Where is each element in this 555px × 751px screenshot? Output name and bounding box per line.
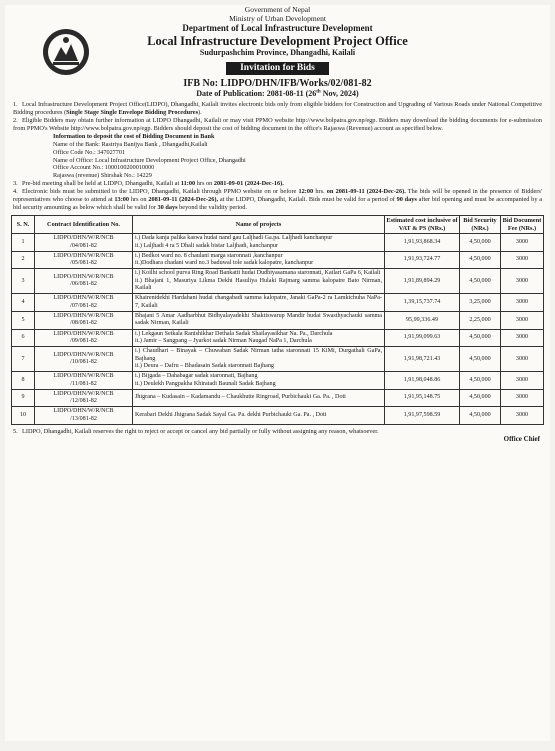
cell-projects: Khairenidekhi Hardahani hudai changabadi samma kalopatre, Janaki GaPa-2 ra Lamkichuha NaPa-7, Kailali <box>133 294 385 312</box>
cell-sn: 1 <box>12 234 35 252</box>
gov-line: Government of Nepal <box>244 5 311 14</box>
cell-cost: 1,91,95,148.75 <box>385 389 460 407</box>
cell-cost: 1,91,89,894.29 <box>385 269 460 294</box>
para-2: 2. Eligible Bidders may obtain further information at LIDPO Dhangadhi, Kailali or may visit PPMO website http://www.bolpatra.gov.np/egp. Bidders may download the bidding documents for e-submission from PPMO's Website http://www.bolpatra.gov.np/egp. Bidders should deposit the cost of bidding document in the office's Rajaswa (Revenue) account as specified below. <box>13 117 542 133</box>
col-fee: Bid Document Fee (NRs.) <box>501 216 544 234</box>
cell-projects: i.) Bijgada – Dahabagar sadak staronnati, Bajhang ii.) Deulekh Pangpakha Khiratadi Baunali Sadak Bajhang <box>133 372 385 390</box>
cell-security: 4,50,000 <box>460 389 501 407</box>
cell-contract-id: LIDPO/DHN/W/R/NCB /08/081-82 <box>35 312 133 330</box>
cell-security: 4,50,000 <box>460 251 501 269</box>
cell-contract-id: LIDPO/DHN/W/R/NCB /11/081-82 <box>35 372 133 390</box>
cell-fee: 3000 <box>501 251 544 269</box>
cell-security: 4,50,000 <box>460 347 501 372</box>
cell-contract-id: LIDPO/DHN/W/R/NCB /04/081-82 <box>35 234 133 252</box>
cell-fee: 3000 <box>501 372 544 390</box>
cell-sn: 7 <box>12 347 35 372</box>
table-row <box>12 312 544 330</box>
office-name: Local Infrastructure Development Project Office <box>147 33 408 48</box>
para-3: 3. Pre-bid meeting shall be held at LIDPO, Dhangadhi, Kailali at 11:00 hrs on 2081-09-01 (2024-Dec-16). <box>13 179 284 187</box>
table-row <box>12 329 544 347</box>
cell-fee: 3000 <box>501 389 544 407</box>
cell-sn: 10 <box>12 407 35 425</box>
cell-cost: 1,91,98,721.43 <box>385 347 460 372</box>
nepal-emblem-icon <box>41 27 91 77</box>
cell-sn: 3 <box>12 269 35 294</box>
cell-contract-id: LIDPO/DHN/W/R/NCB /09/081-82 <box>35 329 133 347</box>
cell-cost: 1,91,99,099.63 <box>385 329 460 347</box>
cell-projects: Jhigrana – Kudasain – Kadamandu – Chaukhutte Ringroad, Purbichauki Ga. Pa. , Doti <box>133 389 385 407</box>
cell-fee: 3000 <box>501 407 544 425</box>
cell-security: 2,25,000 <box>460 312 501 330</box>
table-row <box>12 372 544 390</box>
cell-sn: 4 <box>12 294 35 312</box>
col-security: Bid Security (NRs.) <box>460 216 501 234</box>
cell-contract-id: LIDPO/DHN/W/R/NCB /05/081-82 <box>35 251 133 269</box>
cell-fee: 3000 <box>501 347 544 372</box>
ifb-number: IFB No: LIDPO/DHN/IFB/Works/02/081-82 <box>183 77 372 89</box>
cell-security: 4,50,000 <box>460 269 501 294</box>
col-sn: S. N. <box>12 216 35 234</box>
cell-sn: 6 <box>12 329 35 347</box>
cell-cost: 1,91,98,048.86 <box>385 372 460 390</box>
cell-contract-id: LIDPO/DHN/W/R/NCB /13/081-82 <box>35 407 133 425</box>
cell-security: 4,50,000 <box>460 234 501 252</box>
cell-fee: 3000 <box>501 329 544 347</box>
ministry-line: Ministry of Urban Development <box>229 13 326 23</box>
cell-projects: i.) Chaudhari – Binayak – Chuwaban Sadak Nirman tatha staronnati 15 KiMi, Durgathali GaPa, Bajhang ii.) Deura – Dafru – Bhadasain Sadak staronnati Bajhang <box>133 347 385 372</box>
col-cost: Estimated cost inclusive of VAT & PS (NRs.) <box>385 216 460 234</box>
notice-page <box>5 5 550 741</box>
cell-projects: i.) Lekgaun Setkala Ranishikhar Dethala Sadak Shailayasikhar Na. Pa., Darchula ii.) Jamir – Sangpang – Jyarkot sadak Nirman Naugad NaPa 1, Darchula <box>133 329 385 347</box>
cell-fee: 3000 <box>501 294 544 312</box>
table-row <box>12 389 544 407</box>
cell-contract-id: LIDPO/DHN/W/R/NCB /12/081-82 <box>35 389 133 407</box>
para-4: 4. Electronic bids must be submitted to the LIDPO, Dhangadhi, Kailali through PPMO website on or before 12:00 hrs. on 2081-09-11 (2024-Dec-26). The bids will be opened in the presence of Bidders' representatives who choose to attend at 13:00 hrs on 2081-09-11 (2024-Dec-26), at the LIDPO, Dhangadhi, Kailali. Bids must be valid for a period of 90 days after bid opening and must be accompanied by a bid security amounting as below which shall be valid for 30 days beyond the validity period. <box>13 187 543 212</box>
cell-cost: 1,39,15,737.74 <box>385 294 460 312</box>
cell-projects: Bhajani 5 Amar Aadharbhut Bidhyalayadekhi Shaktiswarup Mandir hudai Swasthyachauki samma sadak Nirman, Kailali <box>133 312 385 330</box>
table-row <box>12 269 544 294</box>
office-address: Sudurpashchim Province, Dhangadhi, Kailali <box>199 47 356 57</box>
col-contract-id: Contract Identification No. <box>35 216 133 234</box>
table-row <box>12 234 544 252</box>
bids-table <box>11 215 544 425</box>
cell-security: 4,50,000 <box>460 372 501 390</box>
cell-security: 3,25,000 <box>460 294 501 312</box>
bank-info: Information to deposit the cost of Bidding Document in Bank Name of the Bank: Rastriya Banijya Bank , Dhangadhi,Kailali Office Code No.: 347027701 Name of Office: Local Infrastructure Development Project Office, Dhangadhi Office Account No.: 1000100200010000 Rajaswa (revenue) Shirshak No.: 14229 <box>53 133 246 180</box>
table-row <box>12 407 544 425</box>
table-row <box>12 294 544 312</box>
cell-cost: 1,91,93,724.77 <box>385 251 460 269</box>
table-row <box>12 347 544 372</box>
cell-security: 4,50,000 <box>460 407 501 425</box>
cell-fee: 3000 <box>501 269 544 294</box>
cell-cost: 1,91,93,868.34 <box>385 234 460 252</box>
cell-sn: 8 <box>12 372 35 390</box>
department-line: Department of Local Infrastructure Development <box>182 23 373 34</box>
invitation-banner: Invitation for Bids <box>226 62 329 75</box>
cell-fee: 3000 <box>501 312 544 330</box>
cell-projects: i.) Bedkot ward no. 8 chaulani marga staronnati ,kanchanpur ii.)Dodhara chadani ward no.3 baduwal tole sadak kalopatre, kanchanpur <box>133 251 385 269</box>
cell-sn: 2 <box>12 251 35 269</box>
cell-projects: i.) Koilhi school purva Ring Road Bankatti hudai Dudhiyasamana staronnati, Kailari GaPa 6, Kailali ii.) Bhajani 1, Masuriya Likma Dekhi Hasuliya Hulaki Rajmarg samma kalopatre Bato Nirman, Kailali <box>133 269 385 294</box>
para-5: 5. LIDPO, Dhangadhi, Kailali reserves the right to reject or accept or cancel any bid partially or fully without assigning any reason, whatsoever. <box>13 428 379 436</box>
col-projects: Name of projects <box>133 216 385 234</box>
cell-cost: 1,91,97,598.59 <box>385 407 460 425</box>
cell-sn: 9 <box>12 389 35 407</box>
cell-sn: 5 <box>12 312 35 330</box>
office-chief: Office Chief <box>503 435 540 444</box>
cell-cost: 95,99,336.49 <box>385 312 460 330</box>
para-1: 1. Local Infrastructure Development Project Office(LIDPO), Dhangadhi, Kailali invites electronic bids only from eligible bidders for Construction and Upgrading of Various Roads under National Competitive Bidding procedures (Single Stage Single Envelope Bidding Procedures). <box>13 101 542 117</box>
cell-contract-id: LIDPO/DHN/W/R/NCB /07/081-82 <box>35 294 133 312</box>
cell-fee: 3000 <box>501 234 544 252</box>
cell-security: 4,50,000 <box>460 329 501 347</box>
cell-contract-id: LIDPO/DHN/W/R/NCB /10/081-82 <box>35 347 133 372</box>
cell-projects: Kerabari Dekhi Jhigrana Sadak Sayal Ga. Pa. dekhi Purbichauki Ga. Pa. , Doti <box>133 407 385 425</box>
cell-projects: i.) Dada kanja palika kaswa hudai nand gau Laljhadi Ga.pa. Laljhadi kanchanpur ii.) Laljhadi 4 ra 5 Dhali sadak bistar Laljhadi, kanchanpur <box>133 234 385 252</box>
table-row <box>12 251 544 269</box>
publication-date: Date of Publication: 2081-08-11 (26th Nov, 2024) <box>196 89 359 99</box>
cell-contract-id: LIDPO/DHN/W/R/NCB /06/081-82 <box>35 269 133 294</box>
